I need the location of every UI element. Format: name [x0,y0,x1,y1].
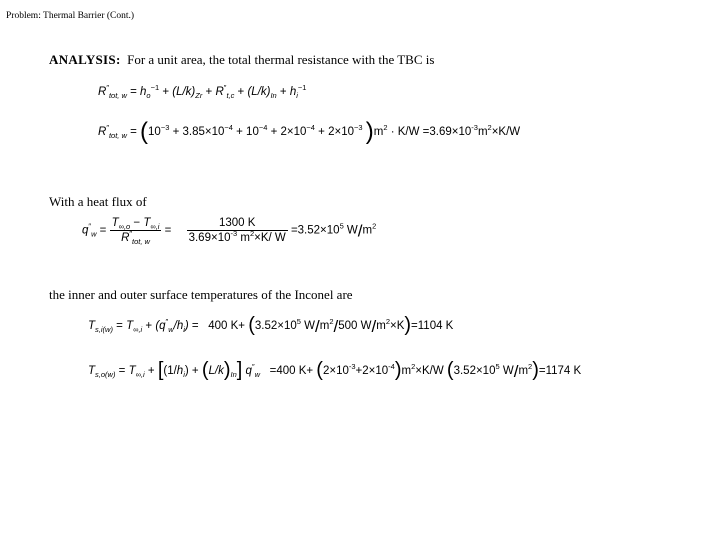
equation-total-resistance-value: $R''_{tot, w} = (10^{-3} + 3.85\times 10^{-4} + 10^{-4} + 2\times 10^{-4} + 2\times 10^{-3}$ )$m^2 \cdot K/W =3.69\times 10^{-3}m^2\times K/W$ [98,118,521,145]
equation-outer-surface-temperature: $T_{s,o(w)} = T_{\infty,i} + [(1/h_i) + (L/k)_{In}]$ $q''_w =400$ $K+ (2\times 10^{-3}+2\times 10^{-4})m^2\times K/W$ ($3.52\times 10^5$ $W/m^2)=1174$ K [88,359,582,381]
analysis-text: For a unit area, the total thermal resistance with the TBC is [127,52,435,67]
equation-total-resistance: $R''_{tot, w} = h_o^{-1} + (L/k)_{Zr} + R''_{t,c} + (L/k)_{In} + h_i^{-1}$ [98,83,307,100]
temperatures-text: the inner and outer surface temperatures of the Inconel are [49,287,353,302]
analysis-line [49,52,434,68]
equation-inner-surface-temperature: $T_{s,i(w)} = T_{\infty,i} + (q''_w/h_i) = 400$ $K+ (3.52\times 10^5$ $W/m^2/500$ $W/m^2\times K)=1104$ K [88,314,454,336]
heat-flux-text: With a heat flux of [49,194,147,209]
equation-heat-flux: $q''_w$ = $\frac{T_{\infty,o} - T_{\infty,i}}{R''_{tot, w}}$ = $\frac{1300 K}{3.69\times 10^{-3} m^2\times K/ W}$ $=3.52\times 10^5$ $W/m^2$ [82,217,377,246]
analysis-label: ANALYSIS: [49,52,121,67]
slide-header: Problem: Thermal Barrier (Cont.) [6,11,135,21]
